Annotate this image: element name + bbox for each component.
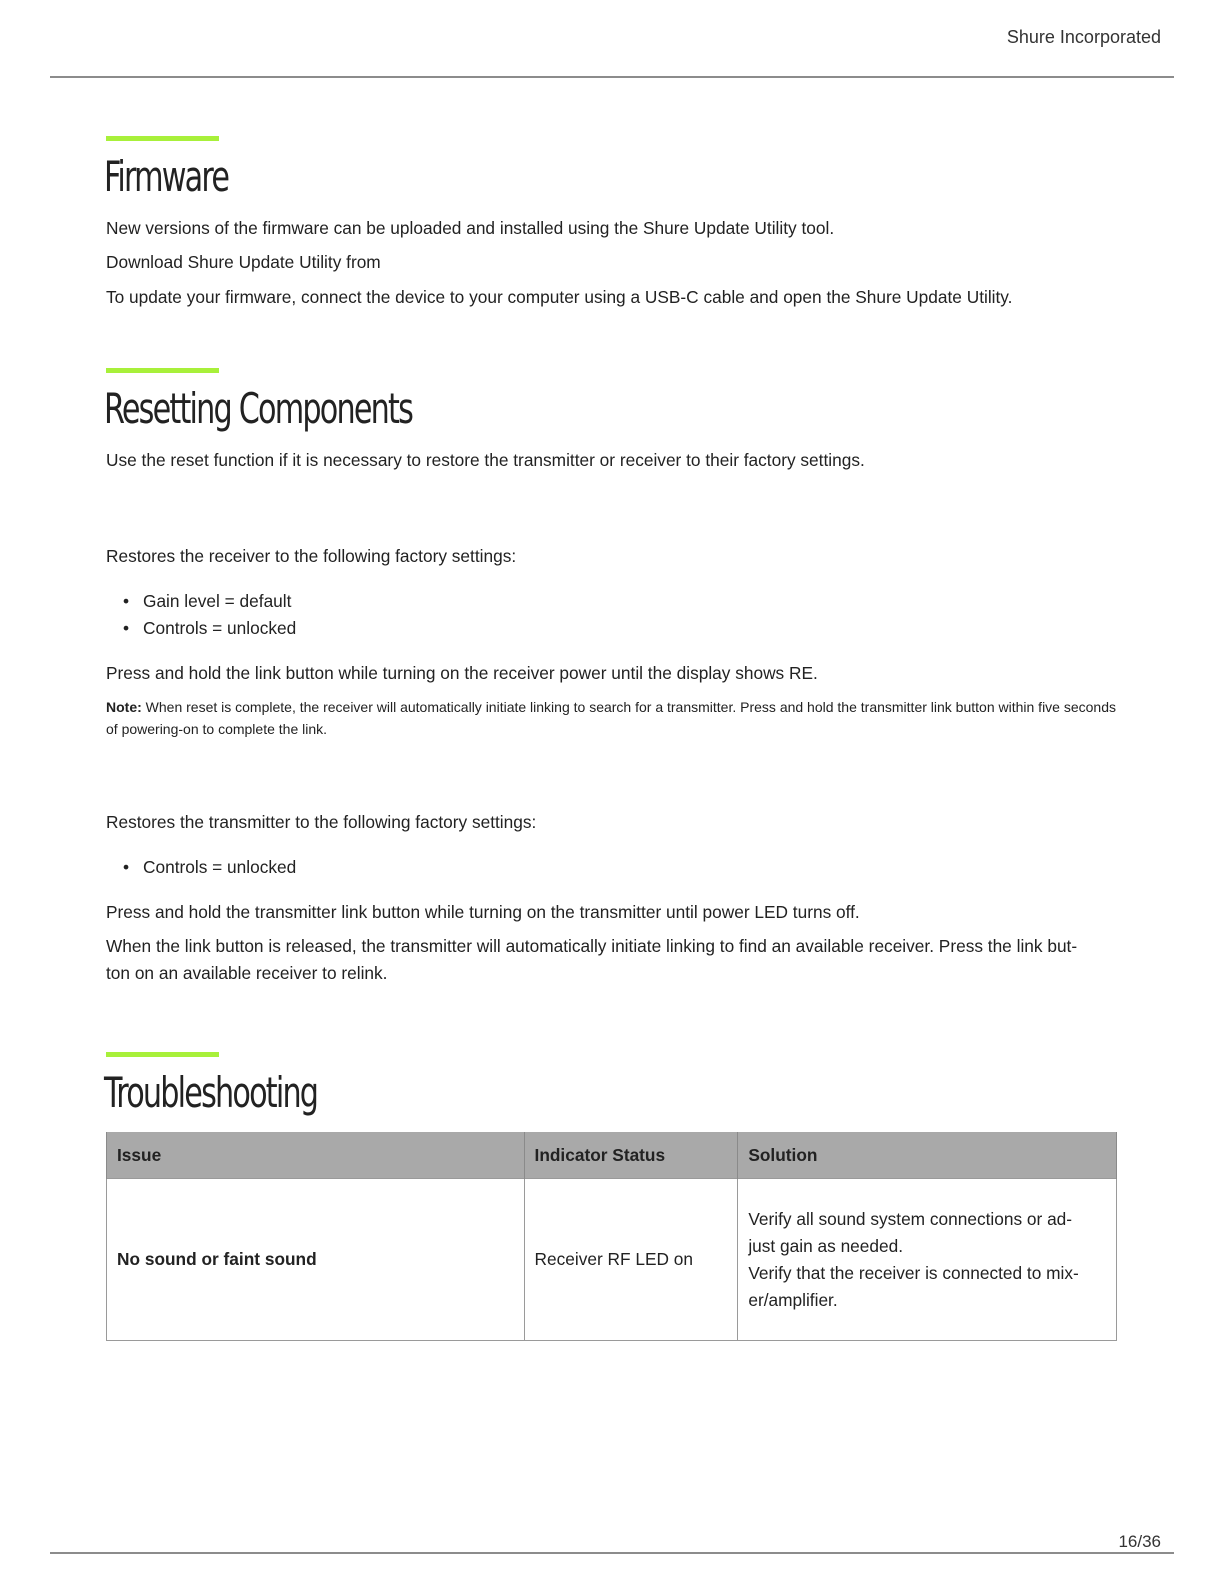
issue-cell: No sound or faint sound: [107, 1179, 525, 1341]
solution-line: Verify that the receiver is connected to mix-: [748, 1262, 1079, 1283]
table-header-row: [107, 1132, 1117, 1179]
page-number: 16/36: [1118, 1532, 1161, 1551]
troubleshooting-table: [106, 1132, 1117, 1341]
transmitter-detail: When the link button is released, the transmitter will automatically initiate linking to find an available receiver. Press the link but- ton on an available receiver to relink.: [106, 936, 1078, 983]
column-header-issue: Issue: [107, 1132, 525, 1179]
transmitter-instruction: Press and hold the transmitter link button while turning on the transmitter until power LED turns off.: [106, 902, 860, 922]
column-header-indicator-status: Indicator Status: [524, 1132, 738, 1179]
solution-line: er/amplifier.: [748, 1289, 838, 1310]
firmware-download-paragraph: Download Shure Update Utility from: [106, 252, 381, 272]
solution-cell: [738, 1179, 1117, 1341]
firmware-heading: Firmware: [104, 152, 229, 201]
firmware-paragraph: New versions of the firmware can be uploaded and installed using the Shure Update Utility tool.: [106, 218, 835, 238]
header-rule: [50, 76, 1174, 78]
list-item: • Controls = unlocked: [106, 854, 1118, 881]
accent-bar: [106, 1052, 219, 1057]
list-item: • Gain level = default: [106, 588, 1118, 615]
bullet-icon: •: [123, 857, 130, 877]
note-label: Note:: [106, 699, 142, 715]
accent-bar: [106, 136, 219, 141]
list-item: • Controls = unlocked: [106, 615, 1118, 642]
receiver-settings-list: [106, 588, 1118, 642]
bullet-icon: •: [123, 618, 130, 638]
column-header-solution: Solution: [738, 1132, 1117, 1179]
receiver-instruction: Press and hold the link button while turning on the receiver power until the display shows RE.: [106, 663, 818, 683]
firmware-section: [106, 136, 1118, 311]
resetting-heading: Resetting Components: [104, 384, 413, 433]
indicator-cell: Receiver RF LED on: [524, 1179, 738, 1341]
resetting-intro: Use the reset function if it is necessary to restore the transmitter or receiver to their factory settings.: [106, 450, 865, 470]
troubleshooting-heading: Troubleshooting: [104, 1068, 318, 1117]
note-text: When reset is complete, the receiver will automatically initiate linking to search for a transmitter. Press and hold the transmitter link button within five seconds of powering-on to complete the link.: [106, 699, 1116, 737]
footer-rule: [50, 1552, 1174, 1554]
accent-bar: [106, 368, 219, 373]
header-company: Shure Incorporated: [1006, 27, 1161, 47]
table-row: [107, 1179, 1117, 1341]
transmitter-intro: Restores the transmitter to the following factory settings:: [106, 812, 537, 832]
solution-line: Verify all sound system connections or ad-: [748, 1208, 1073, 1229]
solution-line: just gain as needed.: [748, 1235, 904, 1256]
troubleshooting-section: [106, 1052, 1118, 1121]
resetting-section: [106, 368, 1118, 987]
bullet-icon: •: [123, 591, 130, 611]
firmware-update-paragraph: To update your firmware, connect the device to your computer using a USB-C cable and open the Shure Update Utility.: [106, 287, 1013, 307]
transmitter-settings-list: [106, 854, 1118, 881]
receiver-note: [106, 696, 1118, 740]
receiver-intro: Restores the receiver to the following factory settings:: [106, 546, 517, 566]
